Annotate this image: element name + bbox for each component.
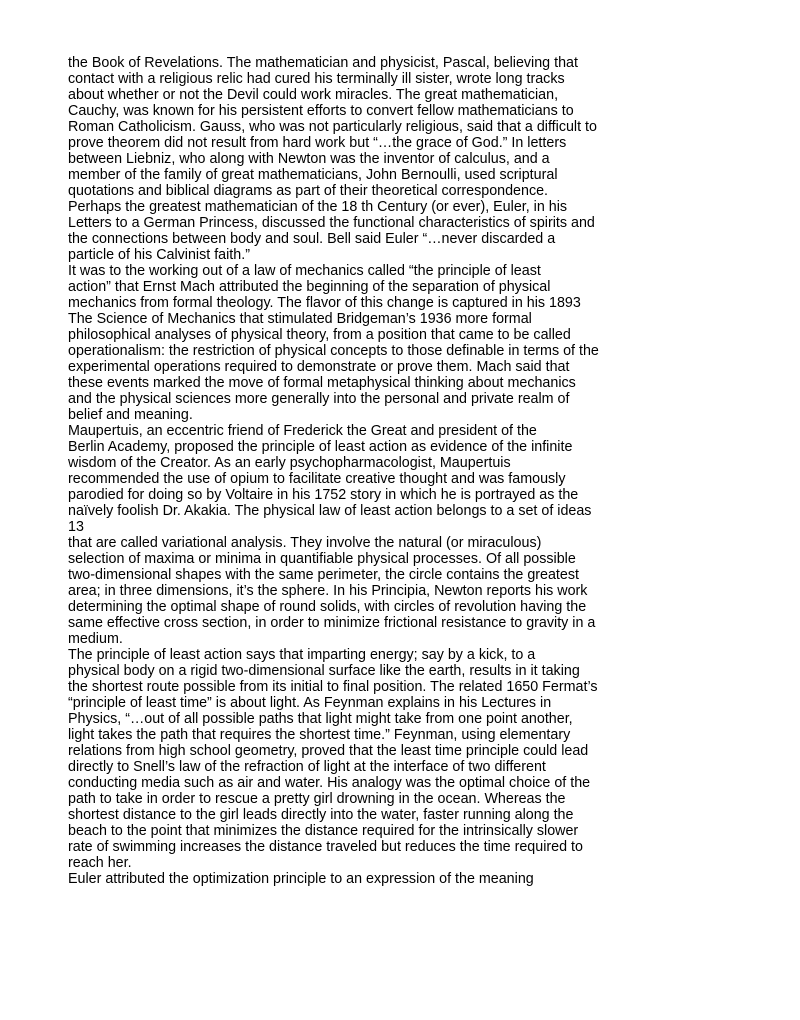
text-line: Euler attributed the optimization principle to an expression of the meaning bbox=[68, 871, 534, 887]
text-line: the connections between body and soul. Bell said Euler “…never discarded a bbox=[68, 231, 556, 247]
text-line: belief and meaning. bbox=[68, 407, 193, 423]
text-line: path to take in order to rescue a pretty girl drowning in the ocean. Whereas the bbox=[68, 791, 566, 807]
text-line: prove theorem did not result from hard work but “…the grace of God.” In letters bbox=[68, 135, 567, 151]
text-line: and the physical sciences more generally into the personal and private realm of bbox=[68, 391, 570, 407]
text-line: philosophical analyses of physical theory, from a position that came to be called bbox=[68, 327, 571, 343]
text-line: Perhaps the greatest mathematician of the 18 th Century (or ever), Euler, in his bbox=[68, 199, 568, 215]
text-line: these events marked the move of formal metaphysical thinking about mechanics bbox=[68, 375, 576, 391]
text-line: two-dimensional shapes with the same perimeter, the circle contains the greatest bbox=[68, 567, 579, 583]
text-line: area; in three dimensions, it’s the sphere. In his Principia, Newton reports his work bbox=[68, 583, 588, 599]
text-line: quotations and biblical diagrams as part of their theoretical correspondence. bbox=[68, 183, 549, 199]
text-line: particle of his Calvinist faith.” bbox=[68, 247, 250, 263]
text-line: parodied for doing so by Voltaire in his 1752 story in which he is portrayed as the bbox=[68, 487, 579, 503]
text-line: naïvely foolish Dr. Akakia. The physical law of least action belongs to a set of ideas bbox=[68, 503, 592, 519]
text-line: wisdom of the Creator. As an early psychopharmacologist, Maupertuis bbox=[68, 455, 511, 471]
text-line: directly to Snell’s law of the refraction of light at the interface of two different bbox=[68, 759, 546, 775]
text-line: It was to the working out of a law of mechanics called “the principle of least bbox=[68, 263, 541, 279]
text-line: Berlin Academy, proposed the principle of least action as evidence of the infinite bbox=[68, 439, 573, 455]
text-line: medium. bbox=[68, 631, 123, 647]
text-line: “principle of least time” is about light. As Feynman explains in his Lectures in bbox=[68, 695, 552, 711]
text-line: recommended the use of opium to facilitate creative thought and was famously bbox=[68, 471, 566, 487]
text-line: Roman Catholicism. Gauss, who was not particularly religious, said that a difficult to bbox=[68, 119, 597, 135]
text-line: experimental operations required to demonstrate or prove them. Mach said that bbox=[68, 359, 570, 375]
text-line: conducting media such as air and water. His analogy was the optimal choice of the bbox=[68, 775, 591, 791]
text-line: between Liebniz, who along with Newton was the inventor of calculus, and a bbox=[68, 151, 550, 167]
text-line: shortest distance to the girl leads directly into the water, faster running along the bbox=[68, 807, 574, 823]
text-line: Letters to a German Princess, discussed the functional characteristics of spirits and bbox=[68, 215, 595, 231]
page-number: 13 bbox=[68, 519, 84, 535]
text-line: The Science of Mechanics that stimulated Bridgeman’s 1936 more formal bbox=[68, 311, 532, 327]
text-line: about whether or not the Devil could work miracles. The great mathematician, bbox=[68, 87, 559, 103]
text-line: the shortest route possible from its initial to final position. The related 1650 Fermat’s bbox=[68, 679, 598, 695]
text-line: Cauchy, was known for his persistent efforts to convert fellow mathematicians to bbox=[68, 103, 574, 119]
text-line: rate of swimming increases the distance traveled but reduces the time required to bbox=[68, 839, 583, 855]
text-line: that are called variational analysis. They involve the natural (or miraculous) bbox=[68, 535, 542, 551]
text-line: relations from high school geometry, proved that the least time principle could lead bbox=[68, 743, 589, 759]
text-line: selection of maxima or minima in quantifiable physical processes. Of all possible bbox=[68, 551, 576, 567]
text-line: contact with a religious relic had cured his terminally ill sister, wrote long tracks bbox=[68, 71, 565, 87]
text-line: The principle of least action says that imparting energy; say by a kick, to a bbox=[68, 647, 536, 663]
text-line: Physics, “…out of all possible paths that light might take from one point another, bbox=[68, 711, 573, 727]
text-line: member of the family of great mathematicians, John Bernoulli, used scriptural bbox=[68, 167, 558, 183]
text-line: light takes the path that requires the shortest time.” Feynman, using elementary bbox=[68, 727, 571, 743]
text-line: same effective cross section, in order to minimize frictional resistance to gravity in a bbox=[68, 615, 596, 631]
text-line: mechanics from formal theology. The flavor of this change is captured in his 1893 bbox=[68, 295, 581, 311]
text-line: operationalism: the restriction of physical concepts to those definable in terms of the bbox=[68, 343, 599, 359]
text-line: reach her. bbox=[68, 855, 132, 871]
text-line: the Book of Revelations. The mathematician and physicist, Pascal, believing that bbox=[68, 55, 578, 71]
text-line: beach to the point that minimizes the distance required for the intrinsically slower bbox=[68, 823, 579, 839]
text-line: determining the optimal shape of round solids, with circles of revolution having the bbox=[68, 599, 587, 615]
text-line: Maupertuis, an eccentric friend of Frederick the Great and president of the bbox=[68, 423, 537, 439]
text-line: action” that Ernst Mach attributed the beginning of the separation of physical bbox=[68, 279, 551, 295]
text-line: physical body on a rigid two-dimensional surface like the earth, results in it taking bbox=[68, 663, 580, 679]
document-page bbox=[68, 55, 648, 887]
